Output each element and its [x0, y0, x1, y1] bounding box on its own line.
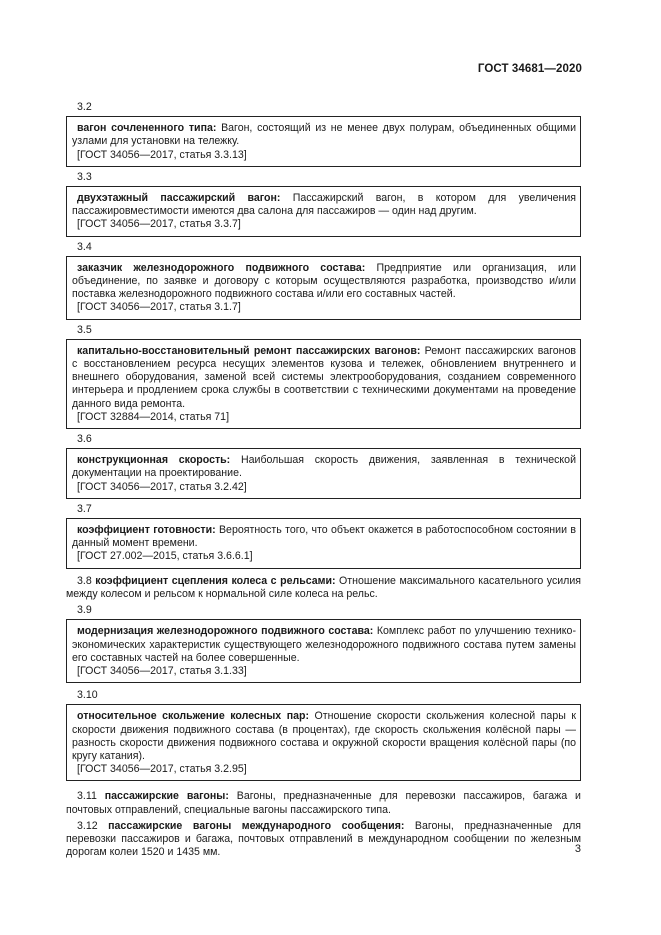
term: капитально-восстановительный ремонт пассажирских вагонов: — [77, 344, 421, 357]
plain-entry — [66, 575, 581, 601]
definition-text — [72, 524, 576, 550]
reference: [ГОСТ 34056—2017, статья 3.3.7] — [77, 218, 241, 231]
document-body — [66, 101, 581, 862]
definition: Ремонт пассажирских вагонов с восстановлением ресурса несущих элементов кузова и тележек, обновлением внутреннего и внешнего оборудования, заменой всей системы электрооборудования, созданием современного интерьера и продлением срока службы в соответствии с техническими документами на проведение данного вида ремонта. — [72, 344, 576, 410]
definition-text — [72, 345, 576, 411]
entry-number: 3.2 — [77, 101, 92, 113]
definition: Предприятие или организация, или объединение, по заявке и договору с которым осуществляются разработка, производство и/или поставка железнодорожного подвижного состава и/или его составных частей. — [72, 261, 576, 301]
definition: Наибольшая скорость движения, заявленная в технической документации на проектирование. — [72, 454, 576, 480]
definition: Вагоны, предназначенные для перевозки пассажиров и багажа, почтовых отправлений в международном сообщении по железным дорогам колеи 1520 и 1435 мм. — [66, 819, 581, 859]
reference: [ГОСТ 32884—2014, статья 71] — [77, 410, 230, 423]
definition-text — [72, 710, 576, 763]
reference: [ГОСТ 34056—2017, статья 3.3.13] — [77, 148, 247, 161]
plain-entry — [66, 820, 581, 860]
definition-box — [66, 339, 581, 429]
definition-text — [72, 454, 576, 480]
definition: Вероятность того, что объект окажется в работоспособном состоянии в данный момент времени. — [72, 524, 576, 550]
reference: [ГОСТ 34056—2017, статья 3.2.42] — [77, 480, 247, 493]
entry-number: 3.9 — [77, 604, 92, 617]
entry-number: 3.8 — [77, 574, 92, 587]
definition: Отношение скорости скольжения колесной пары к скорости движения подвижного состава (в процентах), где скорость скольжения колёсной пары — разность скорости движения подвижного состава и окружной скорости вращения колёсной пары (по кругу катания). — [72, 710, 576, 762]
entry-number: 3.12 — [77, 819, 98, 832]
term: модернизация железнодорожного подвижного состава: — [77, 625, 374, 638]
term: конструкционная скорость: — [77, 454, 231, 467]
definition-text — [72, 192, 576, 218]
entry-number: 3.3 — [77, 170, 92, 183]
page-number: 3 — [574, 843, 581, 855]
definition-box — [66, 619, 581, 683]
term: вагон сочлененного типа: — [77, 122, 217, 135]
reference: [ГОСТ 27.002—2015, статья 3.6.6.1] — [77, 550, 253, 563]
definition: Комплекс работ по улучшению технико-экономических характеристик существующего железнодорожного подвижного состава путем замены его составных частей на более совершенные. — [72, 625, 576, 664]
definition-box — [66, 116, 581, 167]
definition: Вагоны, предназначенные для перевозки пассажиров, багажа и почтовых отправлений, специальные вагоны пассажирского типа. — [66, 790, 581, 816]
entry-number: 3.5 — [77, 323, 92, 336]
plain-entry — [66, 790, 581, 816]
entry-number: 3.11 — [77, 790, 97, 803]
term: относительное скольжение колесных пар: — [77, 710, 310, 723]
entry-number: 3.7 — [77, 502, 92, 515]
reference: [ГОСТ 34056—2017, статья 3.1.33] — [77, 664, 247, 677]
document-header: ГОСТ 34681—2020 — [477, 63, 582, 75]
definition: Отношение максимального касательного усилия между колесом и рельсом к нормальной силе колеса на рельс. — [66, 574, 582, 600]
definition-text — [72, 122, 576, 148]
definition-box — [66, 186, 581, 237]
entry-number: 3.4 — [77, 240, 92, 253]
definition-box — [66, 448, 581, 499]
definition-box — [66, 704, 581, 781]
definition-box — [66, 256, 581, 320]
term: коэффициент сцепления колеса с рельсами: — [95, 574, 336, 587]
entry-number: 3.6 — [77, 433, 92, 446]
definition: Вагон, состоящий из не менее двух полурам, объединенных общими узлами для установки на тележку. — [72, 122, 576, 148]
reference: [ГОСТ 34056—2017, статья 3.2.95] — [77, 763, 247, 776]
term: пассажирские вагоны: — [104, 790, 229, 803]
definition: Пассажирский вагон, в котором для увеличения пассажировместимости имеются два салона для пассажиров — один над другим. — [72, 192, 576, 218]
term: заказчик железнодорожного подвижного состава: — [77, 261, 366, 274]
definition-text — [72, 625, 576, 665]
term: коэффициент готовности: — [77, 524, 216, 537]
term: двухэтажный пассажирский вагон: — [77, 192, 281, 205]
reference: [ГОСТ 34056—2017, статья 3.1.7] — [77, 301, 241, 314]
entry-number: 3.10 — [77, 689, 98, 702]
definition-box — [66, 518, 581, 569]
term: пассажирские вагоны международного сообщения: — [108, 819, 405, 832]
definition-text — [72, 262, 576, 302]
